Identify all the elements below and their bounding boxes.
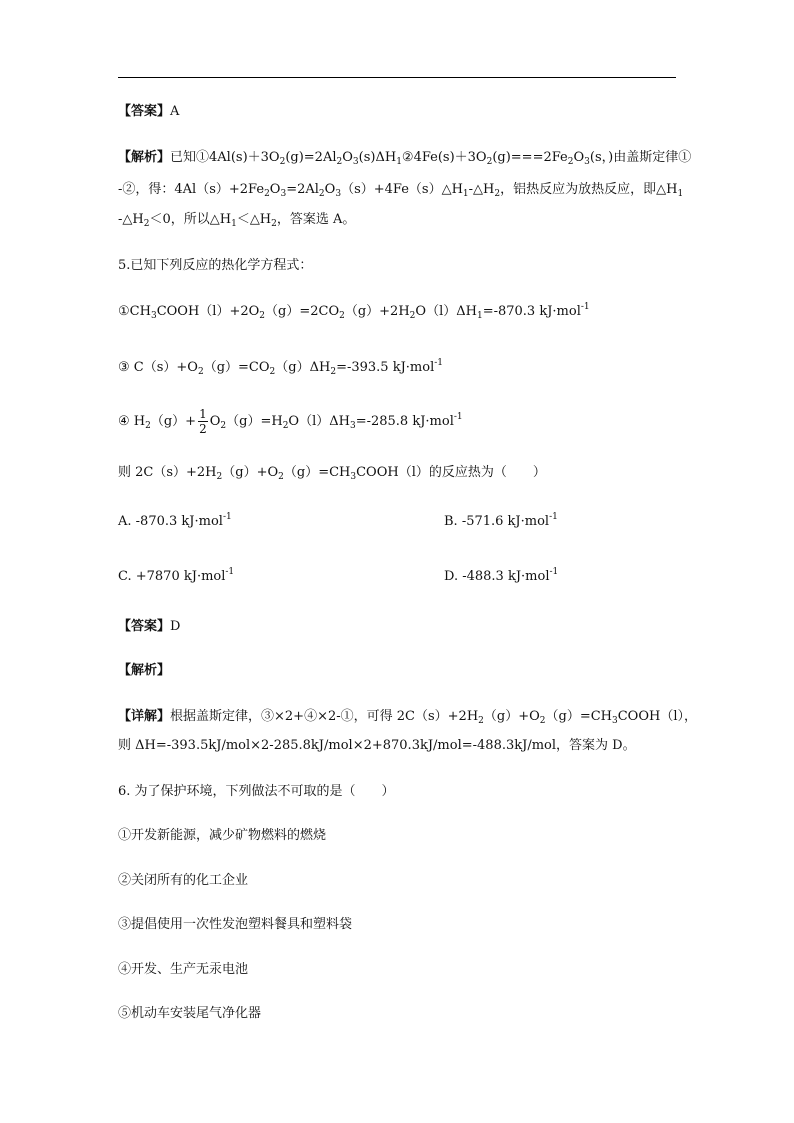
text: (s)ΔH — [358, 150, 397, 165]
q6-stem: 6. 为了保护环境，下列做法不可取的是（ ） — [118, 784, 395, 799]
sub: 2 — [494, 189, 501, 199]
sub: 2 — [145, 421, 151, 431]
sub: 3 — [584, 157, 590, 167]
sub: 2 — [264, 189, 270, 199]
sub: 3 — [612, 716, 618, 726]
sub: 2 — [339, 311, 345, 321]
text: （g）+2H — [344, 304, 410, 319]
sub: 2 — [336, 157, 343, 167]
sub: 1 — [396, 157, 402, 167]
text: =-393.5 kJ·mol — [336, 360, 435, 375]
option-text: C. +7870 kJ·mol — [118, 569, 226, 584]
text: -△H — [118, 212, 144, 227]
sub: 2 — [409, 311, 416, 321]
sub: 2 — [282, 421, 289, 431]
q5-stem: 5.已知下列反应的热化学方程式： — [118, 258, 313, 273]
text: O（l）ΔH — [288, 414, 350, 429]
text: (g)===2Fe — [492, 150, 568, 165]
sub: 2 — [259, 311, 266, 321]
text: (g)=2Al — [285, 150, 337, 165]
numerator: 1 — [199, 407, 207, 421]
text: （g）+O — [483, 709, 540, 724]
q5-equation-1 — [118, 302, 590, 322]
sup: -1 — [549, 567, 559, 577]
sub: 1 — [462, 189, 469, 199]
text: （s）+4Fe（s）△H — [341, 182, 463, 197]
text: （g）=CH — [545, 709, 612, 724]
sub: 1 — [231, 219, 237, 229]
sub: 2 — [220, 421, 227, 431]
q5-analysis-tag — [118, 661, 170, 681]
sup: -1 — [434, 358, 444, 368]
text: （g）=CO — [203, 360, 270, 375]
text: O — [342, 150, 353, 165]
sub: 3 — [349, 421, 356, 431]
sub: 2 — [478, 716, 484, 726]
sub: 3 — [350, 472, 357, 482]
analysis-tag: 【解析】 — [118, 150, 171, 165]
text: （g）+O — [222, 465, 279, 480]
sub: 3 — [280, 189, 287, 199]
q6-item-3: ③提倡使用一次性发泡塑料餐具和塑料袋 — [118, 917, 353, 932]
sub: 3 — [352, 157, 359, 167]
detail-tag: 【详解】 — [118, 709, 171, 724]
sub: 2 — [278, 472, 284, 482]
text: ＜0，所以△H — [149, 212, 232, 227]
q6-item-1: ①开发新能源，减少矿物燃料的燃烧 — [118, 828, 327, 843]
q4-analysis-line-1 — [118, 148, 691, 168]
answer-value: A — [170, 104, 180, 119]
option-text: D. -488.3 kJ·mol — [444, 569, 550, 584]
text: （g）=2CO — [265, 304, 340, 319]
text: =-285.8 kJ·mol — [355, 414, 454, 429]
answer-value: D — [170, 619, 181, 634]
sup: -1 — [222, 512, 232, 522]
sub: 1 — [677, 189, 684, 199]
text: （g）+ — [150, 414, 197, 429]
option-text: B. -571.6 kJ·mol — [444, 514, 550, 529]
sup: -1 — [580, 302, 590, 312]
text: O — [573, 150, 585, 165]
q5-detail-line-1 — [118, 707, 697, 727]
text: -△H — [468, 182, 495, 197]
q4-analysis-line-3 — [118, 210, 355, 230]
text: =2Al — [286, 182, 319, 197]
text: ＜△H — [236, 212, 272, 227]
sup: -1 — [549, 512, 558, 522]
answer-tag: 【答案】 — [118, 104, 171, 119]
q5-option-b[interactable] — [444, 512, 558, 532]
option-text: A. -870.3 kJ·mol — [118, 514, 223, 529]
sub: 3 — [335, 189, 342, 199]
q5-question — [118, 463, 546, 483]
q6-item-5: ⑤机动车安装尾气净化器 — [118, 1006, 262, 1021]
text: ，答案选 A。 — [276, 212, 356, 227]
sub: 2 — [269, 367, 276, 377]
text: （g）ΔH — [275, 360, 331, 375]
sub: 2 — [197, 367, 204, 377]
fraction-one-half — [198, 407, 208, 436]
answer-tag: 【答案】 — [118, 619, 171, 634]
sub: 3 — [150, 311, 157, 321]
text: （g）=CH — [283, 465, 351, 480]
analysis-tag: 【解析】 — [118, 663, 171, 678]
text: =-870.3 kJ·mol — [482, 304, 581, 319]
text: ③ C（s）+O — [118, 360, 198, 375]
text: 已知①4Al(s)＋3O — [170, 150, 280, 165]
q5-equation-3 — [118, 402, 463, 442]
q5-option-c[interactable] — [118, 567, 234, 587]
q5-option-a[interactable] — [118, 512, 232, 532]
text: COOH（l）的反应热为（ ） — [356, 465, 546, 480]
text: -②，得：4Al（s）+2Fe — [118, 182, 265, 197]
sub: 2 — [143, 219, 150, 229]
q6-item-2: ②关闭所有的化工企业 — [118, 873, 249, 888]
text: O（l）ΔH — [415, 304, 477, 319]
q5-equation-2 — [118, 358, 443, 378]
text: ②4Fe(s)＋3O — [401, 150, 487, 165]
text: 则 2C（s）+2H — [118, 465, 217, 480]
q5-answer — [118, 617, 180, 637]
text: COOH（l）， — [617, 709, 697, 724]
q4-analysis-line-2 — [118, 180, 683, 200]
sub: 2 — [279, 157, 286, 167]
sup: -1 — [453, 412, 463, 422]
sub: 1 — [476, 311, 483, 321]
text: ，铝热反应为放热反应，即△H — [500, 182, 678, 197]
text: O — [209, 414, 221, 429]
sub: 2 — [216, 472, 223, 482]
text: ④ H — [118, 414, 146, 429]
sub: 2 — [539, 716, 546, 726]
q4-answer — [118, 102, 179, 122]
q5-detail-line-2: 则 ΔH=-393.5kJ/mol×2-285.8kJ/mol×2+870.3kJ/mol=-488.3kJ/mol，答案为 D。 — [118, 738, 636, 753]
text: （g）=H — [226, 414, 283, 429]
sup: -1 — [225, 567, 235, 577]
text: O — [324, 182, 336, 197]
sub: 2 — [486, 157, 493, 167]
denominator: 2 — [199, 422, 207, 436]
sub: 2 — [330, 367, 337, 377]
text: O — [269, 182, 281, 197]
sub: 2 — [567, 157, 574, 167]
header-rule — [118, 77, 676, 78]
q6-item-4: ④开发、生产无汞电池 — [118, 962, 249, 977]
text: 根据盖斯定律，③×2+④×2-①，可得 2C（s）+2H — [170, 709, 479, 724]
sub: 2 — [318, 189, 325, 199]
text: COOH（l）+2O — [156, 304, 260, 319]
text: (s，)由盖斯定律① — [589, 150, 692, 165]
text: ①CH — [118, 304, 151, 319]
q5-option-d[interactable] — [444, 567, 558, 587]
sub: 2 — [271, 219, 277, 229]
